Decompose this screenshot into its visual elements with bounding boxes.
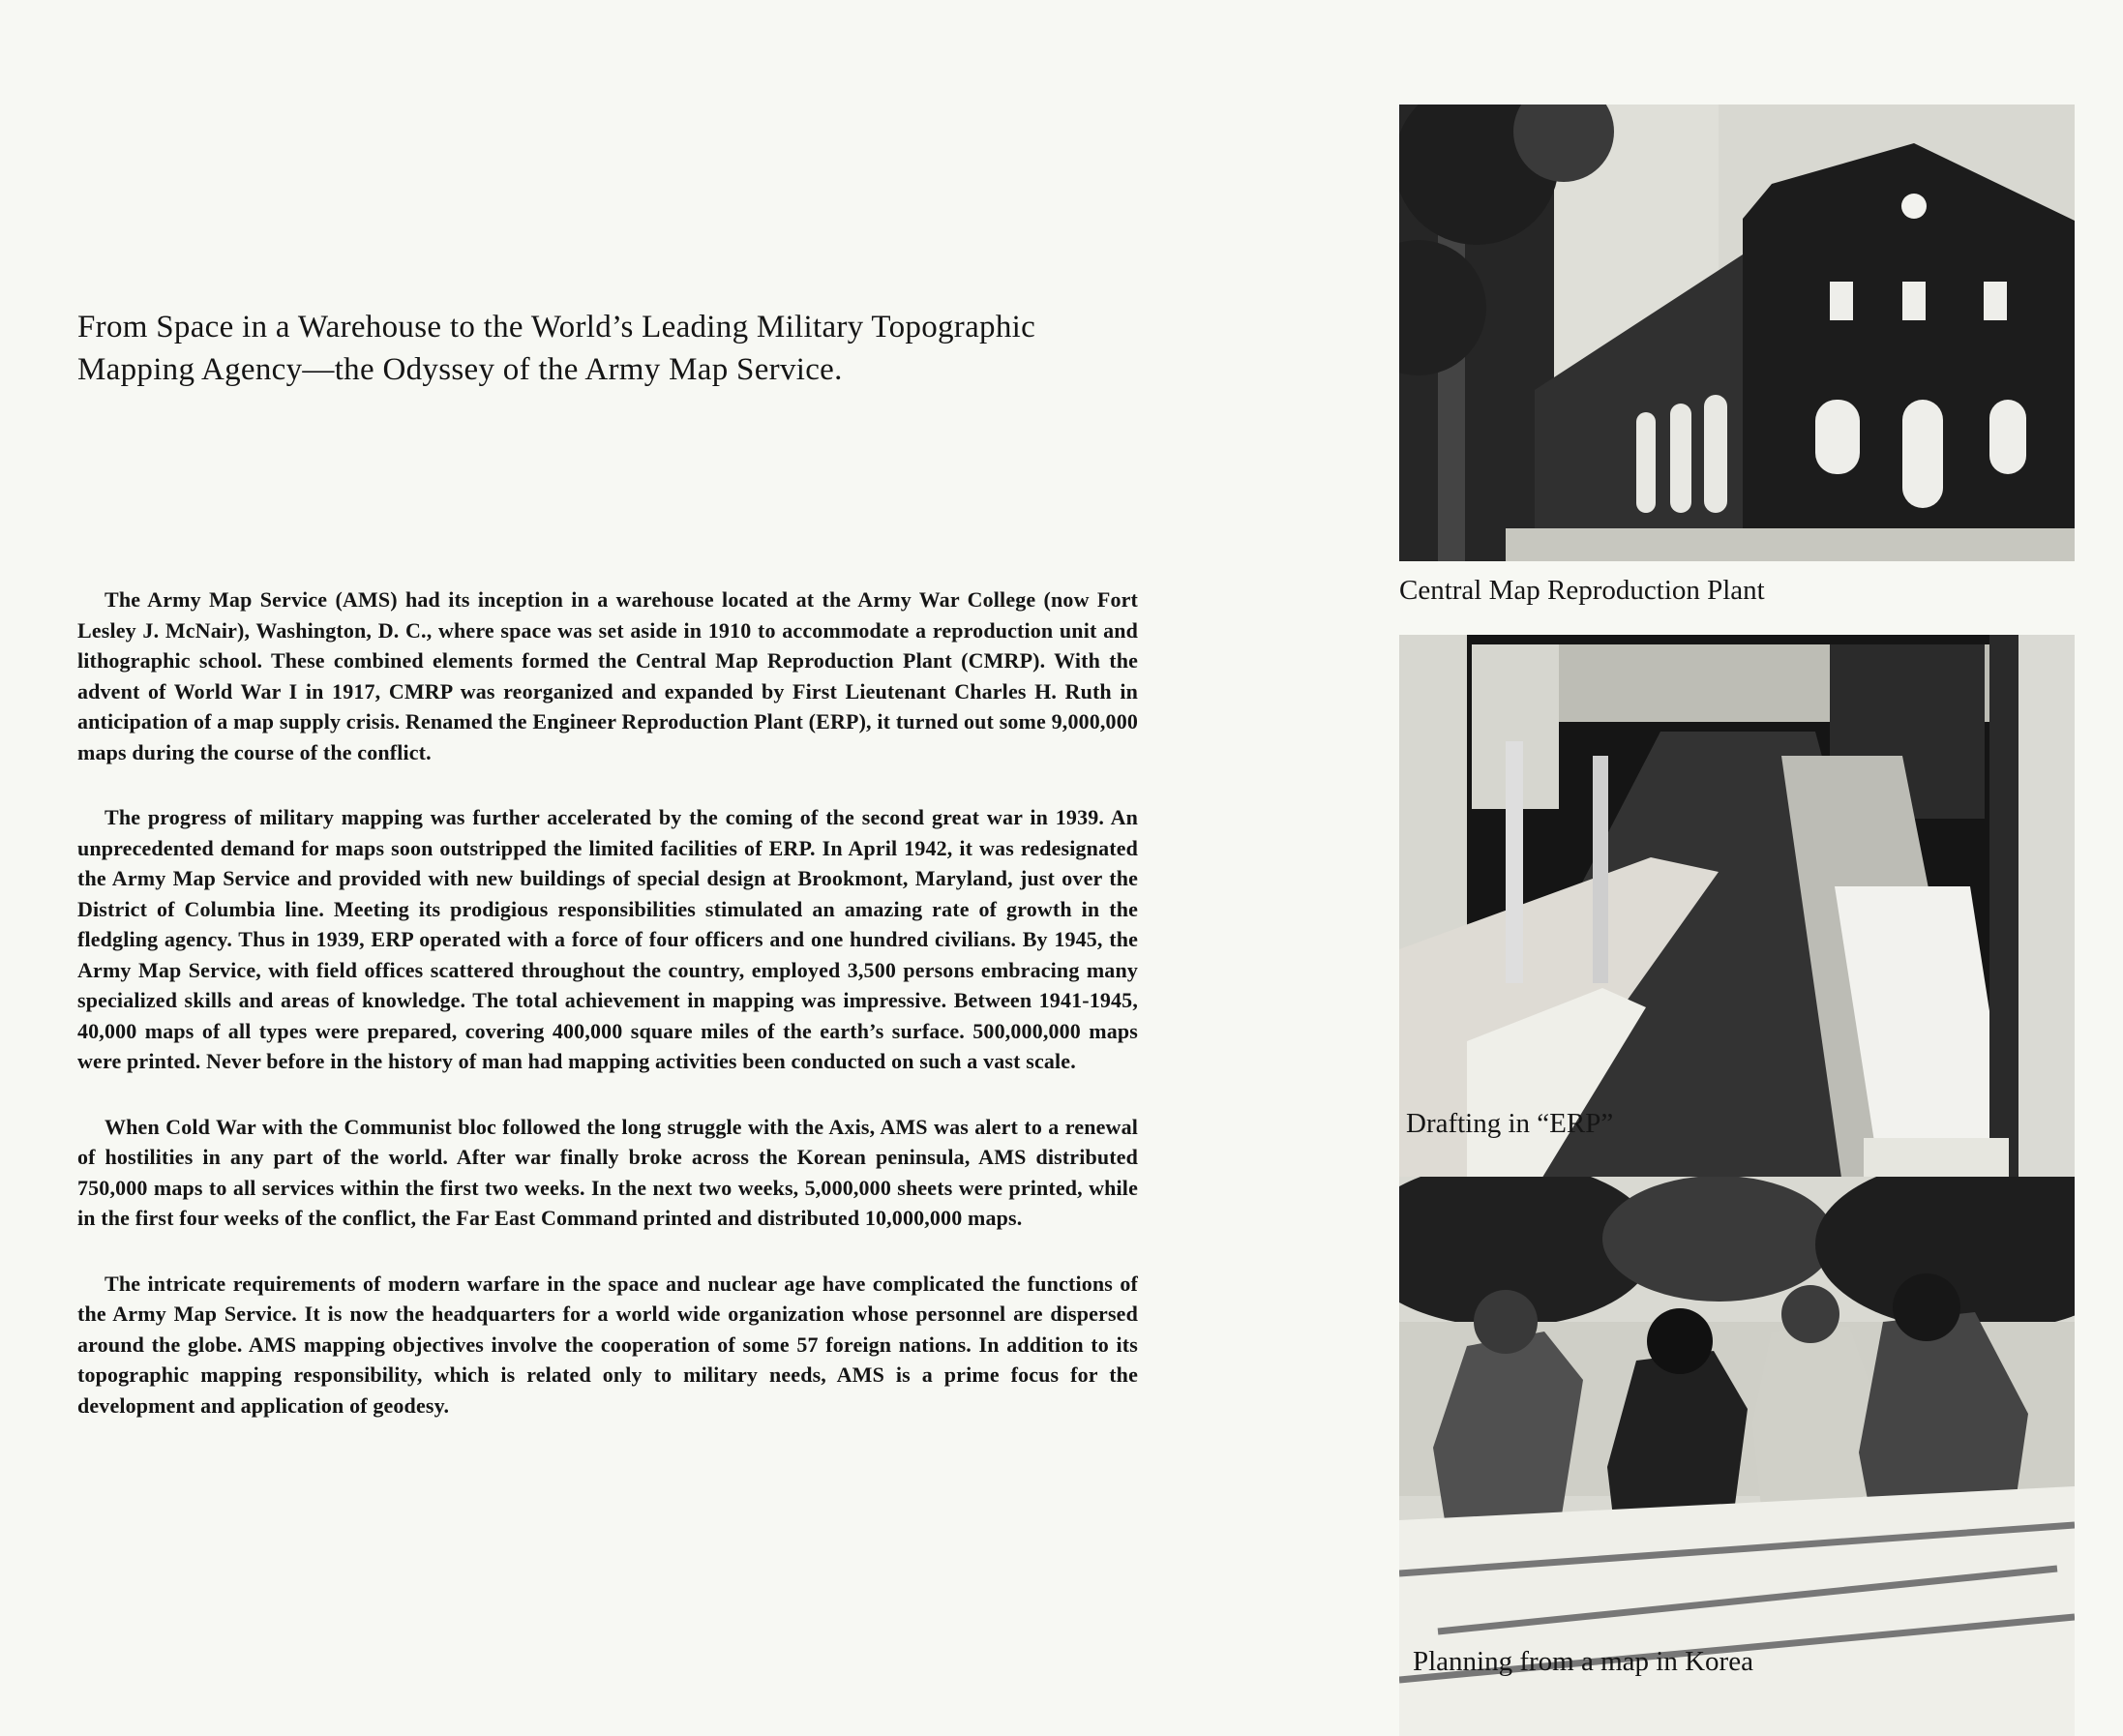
photo-caption-3: Planning from a map in Korea: [1413, 1646, 1753, 1677]
paragraph-1: The Army Map Service (AMS) had its inception in a warehouse located at the Army War College (now Fort Lesley J. McNair), Washington, D. C., where space was set aside in 1910 to accommodate a reproduction unit and lithographic school. These combined elements formed the Central Map Reproduction Plant (CMRP). With the advent of World War I in 1917, CMRP was reorganized and expanded by First Lieutenant Charles H. Ruth in anticipation of a map supply crisis. Renamed the Engineer Reproduction Plant (ERP), it turned out some 9,000,000 maps during the course of the conflict.: [77, 587, 1138, 764]
photo-caption-1: Central Map Reproduction Plant: [1399, 575, 1765, 606]
page-title: From Space in a Warehouse to the World’s Leading Military Topographic Mapping Agency—the Odyssey of the Army Map Service.: [77, 310, 1036, 387]
article-heading-area: [77, 306, 1142, 391]
article-body: [77, 584, 1138, 1455]
paragraph-4: The intricate requirements of modern warfare in the space and nuclear age have complicated the functions of the Army Map Service. It is now the headquarters for a world wide organization whose personnel are dispersed around the globe. AMS mapping objectives involve the cooperation of some 57 foreign nations. In addition to its topographic mapping responsibility, which is related only to military needs, AMS is a prime focus for the development and application of geodesy.: [77, 1271, 1138, 1418]
building-illustration: [1399, 105, 2075, 561]
photo-caption-2: Drafting in “ERP”: [1406, 1108, 1614, 1139]
paragraph-2: The progress of military mapping was further accelerated by the coming of the second great war in 1939. An unprecedented demand for maps soon outstripped the limited facilities of ERP. In April 1942, it was redesignated the Army Map Service and provided with new buildings of special design at Brookmont, Maryland, just over the District of Columbia line. Meeting its prodigious responsibilities stimulated an amazing rate of growth in the fledgling agency. Thus in 1939, ERP operated with a force of four officers and one hundred civilians. By 1945, the Army Map Service, with field offices scattered throughout the country, employed 3,500 persons embracing many specialized skills and areas of knowledge. The total achievement in mapping was impressive. Between 1941-1945, 40,000 maps of all types were prepared, covering 400,000 square miles of the earth’s surface. 500,000,000 maps were printed. Never before in the history of man had mapping activities been conducted on such a vast scale.: [77, 805, 1138, 1073]
central-map-reproduction-plant-photo: [1399, 105, 2075, 561]
paragraph-3: When Cold War with the Communist bloc followed the long struggle with the Axis, AMS was alert to a renewal of hostilities in any part of the world. After war finally broke across the Korean peninsula, AMS distributed 750,000 maps to all services within the first two weeks. In the next two weeks, 5,000,000 sheets were printed, while in the first four weeks of the conflict, the Far East Command printed and distributed 10,000,000 maps.: [77, 1114, 1138, 1230]
